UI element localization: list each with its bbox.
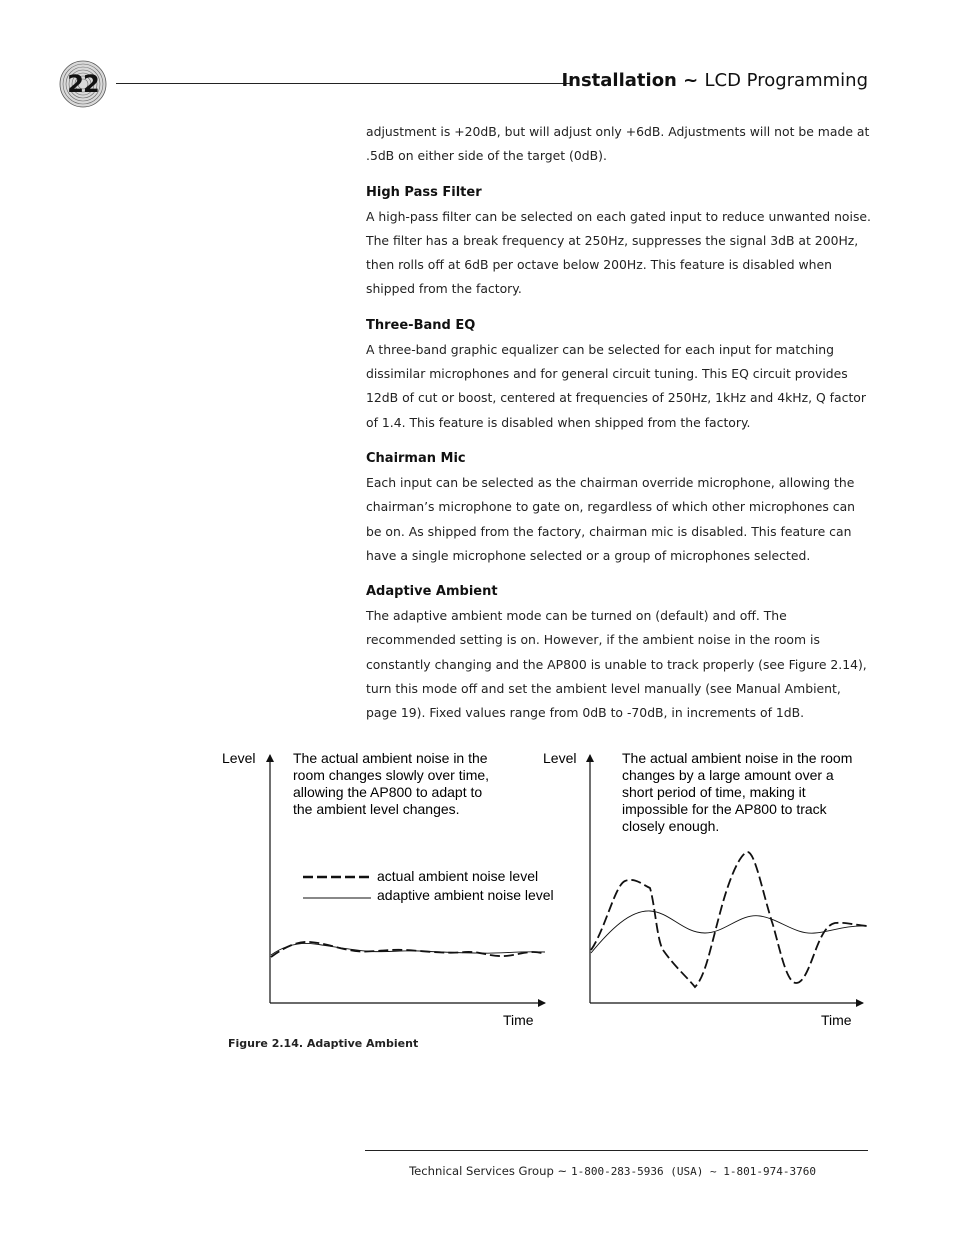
left-adaptive-curve xyxy=(271,943,545,955)
footer-contact xyxy=(409,1164,816,1178)
left-x-label: Time xyxy=(503,1012,534,1028)
legend-actual-label: actual ambient noise level xyxy=(377,868,539,884)
page-number: 22 xyxy=(67,70,99,98)
right-panel xyxy=(543,750,867,1028)
paragraph-chairman-mic: Each input can be selected as the chairman override microphone, allowing the chairman’s microphone to gate on, regardless of which other microphones can be on. As shipped from the factory, chairman mic is disabled. This feature can have a single microphone selected or a group of microphones selected. xyxy=(366,474,856,563)
heading-chairman-mic: Chairman Mic xyxy=(366,450,466,466)
right-y-label: Level xyxy=(543,750,577,766)
left-note-line-2: room changes slowly over time, xyxy=(293,767,490,783)
figure-adaptive-ambient xyxy=(215,745,875,1035)
left-panel xyxy=(222,750,554,1028)
left-y-label: Level xyxy=(222,750,256,766)
left-note-line-1: The actual ambient noise in the xyxy=(293,750,488,766)
page-title xyxy=(561,70,868,91)
legend-adaptive-label: adaptive ambient noise level xyxy=(377,887,554,903)
header-rule xyxy=(116,83,572,84)
page-title-section: Installation ~ xyxy=(561,70,705,91)
right-adaptive-curve xyxy=(591,911,867,953)
footer-rule xyxy=(365,1150,868,1151)
figure-caption: Figure 2.14. Adaptive Ambient xyxy=(228,1037,419,1050)
right-note-line-2: changes by a large amount over a xyxy=(622,767,834,783)
heading-three-band-eq: Three-Band EQ xyxy=(366,317,476,333)
body-text xyxy=(366,120,872,726)
right-x-label: Time xyxy=(821,1012,852,1028)
right-actual-curve xyxy=(591,852,867,987)
footer-phones: 1-800-283-5936 (USA) ~ 1-801-974-3760 xyxy=(570,1165,816,1178)
right-note-line-5: closely enough. xyxy=(622,818,720,834)
right-note-line-4: impossible for the AP800 to track xyxy=(622,801,827,817)
heading-high-pass-filter: High Pass Filter xyxy=(366,184,482,200)
heading-adaptive-ambient: Adaptive Ambient xyxy=(366,584,498,600)
left-note-line-4: the ambient level changes. xyxy=(293,801,460,817)
footer-org: Technical Services Group ~ xyxy=(409,1164,571,1178)
right-note-line-1: The actual ambient noise in the room xyxy=(622,750,853,766)
paragraph-adaptive-ambient: The adaptive ambient mode can be turned on (default) and off. The recommended setting is on. However, if the ambient noise in the room is constantly changing and the AP800 is unable to track properly (see Figure 2.14), turn this mode off and set the ambient level manually (see Manual Ambient, page 19). Fixed values range from 0dB to -70dB, in increments of 1dB. xyxy=(366,608,867,721)
intro-paragraph: adjustment is +20dB, but will adjust only +6dB. Adjustments will not be made at .5dB on either side of the target (0dB). xyxy=(366,124,870,164)
paragraph-high-pass-filter: A high-pass filter can be selected on each gated input to reduce unwanted noise. The filter has a break frequency at 250Hz, suppresses the signal 3dB at 200Hz, then rolls off at 6dB per octave below 200Hz. This feature is disabled when shipped from the factory. xyxy=(366,208,871,297)
paragraph-three-band-eq: A three-band graphic equalizer can be selected for each input for matching dissimilar microphones and for general circuit tuning. This EQ circuit provides 12dB of cut or boost, centered at frequencies of 250Hz, 1kHz and 4kHz, Q factor of 1.4. This feature is disabled when shipped from the factory. xyxy=(366,341,866,430)
right-note-line-3: short period of time, making it xyxy=(622,784,806,800)
page-title-topic: LCD Programming xyxy=(704,70,868,91)
left-note-line-3: allowing the AP800 to adapt to xyxy=(293,784,483,800)
left-actual-curve xyxy=(271,942,545,957)
figure-diagram xyxy=(215,745,875,1035)
